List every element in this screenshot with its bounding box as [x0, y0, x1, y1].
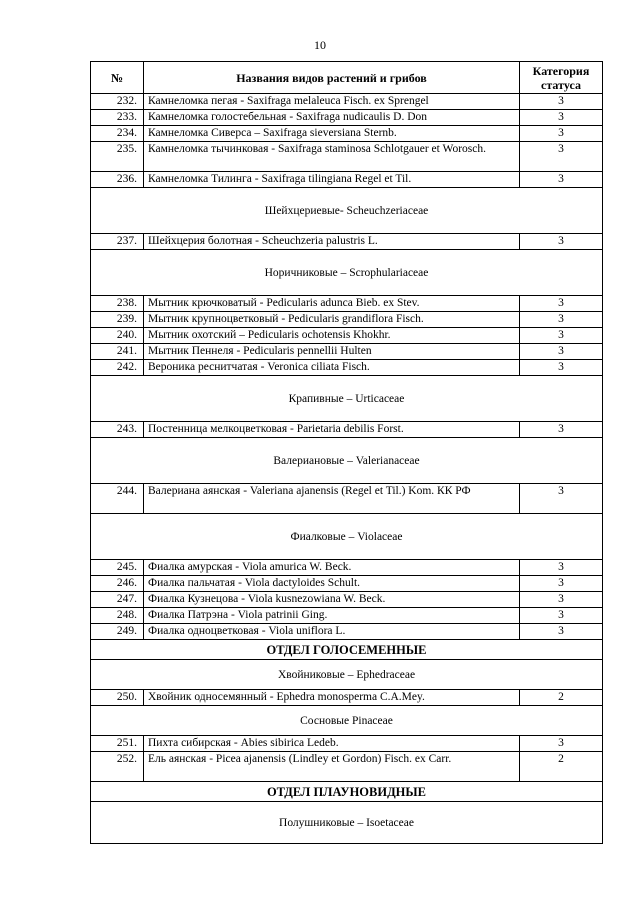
family-name: Полушниковые – Isoetaceae [91, 802, 603, 844]
species-name: Фиалка одноцветковая - Viola uniflora L. [144, 624, 520, 640]
species-name: Камнеломка Тилинга - Saxifraga tilingiana Regel et Til. [144, 172, 520, 188]
header-number: № [91, 62, 144, 94]
species-name: Ель аянская - Picea ajanensis (Lindley et Gordon) Fisch. ex Carr. [144, 752, 520, 782]
status-category: 3 [520, 484, 603, 514]
species-name: Фиалка Патрэна - Viola patrinii Ging. [144, 608, 520, 624]
header-name: Названия видов растений и грибов [144, 62, 520, 94]
header-row [91, 62, 603, 94]
status-category: 3 [520, 344, 603, 360]
species-name: Камнеломка пегая - Saxifraga melaleuca Fisch. ex Sprengel [144, 94, 520, 110]
species-name: Фиалка Кузнецова - Viola kusnezowiana W. Beck. [144, 592, 520, 608]
family-name: Хвойниковые – Ephedraceae [91, 660, 603, 690]
species-number: 243. [91, 422, 144, 438]
species-row [91, 142, 603, 172]
species-number: 245. [91, 560, 144, 576]
status-category: 3 [520, 736, 603, 752]
status-category: 3 [520, 312, 603, 328]
species-row [91, 234, 603, 250]
table-body [91, 94, 603, 844]
family-row [91, 802, 603, 844]
species-name: Валериана аянская - Valeriana ajanensis (Regel et Til.) Kom. КК РФ [144, 484, 520, 514]
species-table [90, 61, 603, 844]
family-row [91, 438, 603, 484]
species-row [91, 422, 603, 438]
family-row [91, 514, 603, 560]
species-name: Мытник крючковатый - Pedicularis adunca Bieb. ex Stev. [144, 296, 520, 312]
species-row [91, 344, 603, 360]
division-name: ОТДЕЛ ГОЛОСЕМЕННЫЕ [91, 640, 603, 660]
division-row [91, 640, 603, 660]
species-number: 241. [91, 344, 144, 360]
status-category: 3 [520, 560, 603, 576]
species-row [91, 560, 603, 576]
species-number: 232. [91, 94, 144, 110]
species-number: 240. [91, 328, 144, 344]
species-name: Вероника реснитчатая - Veronica ciliata Fisch. [144, 360, 520, 376]
species-name: Камнеломка голостебельная - Saxifraga nudicaulis D. Don [144, 110, 520, 126]
species-name: Мытник охотский – Pedicularis ochotensis Khokhr. [144, 328, 520, 344]
status-category: 2 [520, 690, 603, 706]
family-name: Сосновые Pinaceae [91, 706, 603, 736]
species-row [91, 608, 603, 624]
species-number: 251. [91, 736, 144, 752]
status-category: 3 [520, 142, 603, 172]
family-name: Фиалковые – Violaceae [91, 514, 603, 560]
species-number: 250. [91, 690, 144, 706]
species-number: 236. [91, 172, 144, 188]
status-category: 3 [520, 172, 603, 188]
family-name: Крапивные – Urticaceae [91, 376, 603, 422]
species-name: Мытник Пеннеля - Pedicularis pennellii Hulten [144, 344, 520, 360]
species-row [91, 172, 603, 188]
page-number: 10 [314, 38, 326, 52]
status-category: 2 [520, 752, 603, 782]
species-row [91, 312, 603, 328]
species-row [91, 576, 603, 592]
status-category: 3 [520, 360, 603, 376]
species-row [91, 94, 603, 110]
species-name: Хвойник односемянный - Ephedra monosperma C.A.Mey. [144, 690, 520, 706]
species-number: 233. [91, 110, 144, 126]
species-name: Фиалка амурская - Viola amurica W. Beck. [144, 560, 520, 576]
species-number: 248. [91, 608, 144, 624]
species-name: Постенница мелкоцветковая - Parietaria debilis Forst. [144, 422, 520, 438]
species-number: 235. [91, 142, 144, 172]
species-name: Фиалка пальчатая - Viola dactyloides Schult. [144, 576, 520, 592]
species-row [91, 624, 603, 640]
family-row [91, 706, 603, 736]
family-row [91, 250, 603, 296]
species-number: 238. [91, 296, 144, 312]
species-name: Камнеломка Сиверса – Saxifraga sieversiana Sternb. [144, 126, 520, 142]
species-number: 237. [91, 234, 144, 250]
status-category: 3 [520, 110, 603, 126]
species-number: 239. [91, 312, 144, 328]
status-category: 3 [520, 328, 603, 344]
species-name: Шейхцерия болотная - Scheuchzeria palustris L. [144, 234, 520, 250]
species-name: Камнеломка тычинковая - Saxifraga staminosa Schlotgauer et Worosch. [144, 142, 520, 172]
status-category: 3 [520, 296, 603, 312]
division-row [91, 782, 603, 802]
header-category: Категория статуса [520, 62, 603, 94]
status-category: 3 [520, 234, 603, 250]
species-row [91, 328, 603, 344]
status-category: 3 [520, 624, 603, 640]
division-name: ОТДЕЛ ПЛАУНОВИДНЫЕ [91, 782, 603, 802]
status-category: 3 [520, 94, 603, 110]
species-row [91, 484, 603, 514]
species-name: Мытник крупноцветковый - Pedicularis grandiflora Fisch. [144, 312, 520, 328]
species-row [91, 110, 603, 126]
species-row [91, 126, 603, 142]
family-row [91, 660, 603, 690]
family-row [91, 376, 603, 422]
family-row [91, 188, 603, 234]
species-row [91, 736, 603, 752]
species-number: 244. [91, 484, 144, 514]
family-name: Норичниковые – Scrophulariaceae [91, 250, 603, 296]
species-row [91, 752, 603, 782]
species-row [91, 592, 603, 608]
species-number: 252. [91, 752, 144, 782]
species-name: Пихта сибирская - Abies sibirica Ledeb. [144, 736, 520, 752]
status-category: 3 [520, 592, 603, 608]
status-category: 3 [520, 576, 603, 592]
family-name: Шейхцериевые- Scheuchzeriaceae [91, 188, 603, 234]
species-number: 247. [91, 592, 144, 608]
species-number: 246. [91, 576, 144, 592]
status-category: 3 [520, 608, 603, 624]
species-number: 234. [91, 126, 144, 142]
species-row [91, 296, 603, 312]
family-name: Валериановые – Valerianaceae [91, 438, 603, 484]
species-number: 242. [91, 360, 144, 376]
species-number: 249. [91, 624, 144, 640]
status-category: 3 [520, 126, 603, 142]
species-row [91, 360, 603, 376]
status-category: 3 [520, 422, 603, 438]
species-row [91, 690, 603, 706]
